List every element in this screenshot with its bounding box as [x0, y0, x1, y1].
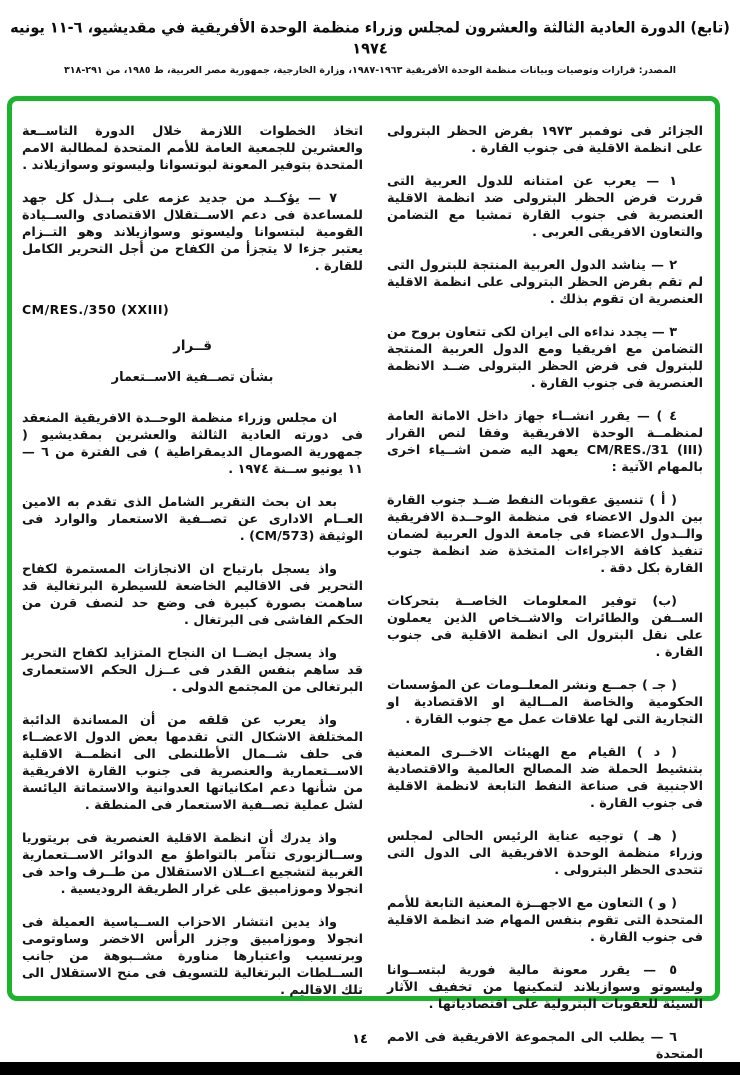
- paragraph-subitem-d: ( د ) القيام مع الهيئات الاخــرى المعنية بتنشيط الحملة ضد المصالح العالمية والاقتصادية الاجنبية فى صناعة النفط التابعة لانظمة الاقلية فى جنوب القارة .: [387, 745, 703, 811]
- paragraph-item-7: ٧ — يؤكــد من جديد عزمه على بــذل كل جهد للمساعدة فى دعم الاســتقلال الاقتصادى والســيادة القومية لبتسوانا وليسوتو وسوازيلاند وهو التــزام يعتبر جزءا لا يتجزأ من الكفاح من أجل التحرير الكامل للقارة .: [22, 191, 363, 274]
- paragraph-item-2: ٢ — يناشد الدول العربية المنتجة للبترول التى لم تقم بفرض الحظر البترولى على انظمة الاقلية العنصرية ان تقوم بذلك .: [387, 258, 703, 307]
- document-header: [0, 20, 740, 76]
- resolution-number: CM/RES./350 (XXIII): [22, 302, 170, 317]
- paragraph-subitem-f: ( و ) التعاون مع الاجهــزة المعنية التابعة للأمم المتحدة التى تقوم بنفس المهام ضد انظمة الاقلية فى جنوب القارة .: [387, 896, 703, 945]
- paragraph-item-1: ١ — يعرب عن امتنانه للدول العربية التى قررت فرض الحظر البترولى ضد انظمة الاقلية العنصرية فى جنوب القارة تمشيا مع التضامن والتعاون الافريقى العربى .: [387, 174, 703, 240]
- paragraph-subitem-e: ( هـ ) توجيه عناية الرئيس الحالى لمجلس وزراء منظمة الوحدة الافريقية الى الدول التى تتحدى الحظر البترولى .: [387, 829, 703, 878]
- paragraph-item-4: ٤ ) — يقرر انشــاء جهاز داخل الامانة العامة لمنظمــة الوحدة الافريقية وفقا لنص القرار CM/RES./31 (III) يعهد اليه ضمن اشــياء اخرى بالمهام الآتية :: [387, 409, 703, 475]
- paragraph-continuation: الجزائر فى نوفمبر ١٩٧٣ بفرض الحظر البترولى على انظمة الاقلية فى جنوب القارة .: [387, 124, 703, 156]
- resolution-clause-condemn: واذ يدين انتشار الاحزاب الســياسية العميلة فى انجولا وموزامبيق وجزر الرأس الاخضر وساوتومى وبرنسيب واعتبارها مناورة مشــبوهة من جانب الســلطات البرتغالية للتسويف فى منح الاستقلال الى تلك الاقاليم .: [22, 915, 363, 998]
- resolution-clause-noting-1: واذ يسجل بارتياح ان الانجازات المستمرة لكفاح التحرير فى الاقاليم الخاضعة للسيطرة البرتغالية قد ساهمت بصورة كبيرة فى وضع حد لنصف قرن من الحكم الفاشى فى البرتغال .: [22, 562, 363, 628]
- paragraph-item-6: ٦ — يطلب الى المجموعة الافريقية فى الامم المتحدة: [387, 1030, 703, 1062]
- source-citation: المصدر: قرارات وتوصيات وبيانات منظمة الوحدة الأفريقية ١٩٦٣-١٩٨٧، وزارة الخارجية، جمهورية مصر العربية، ط ١٩٨٥، من ٢٩١-٣١٨: [63, 65, 677, 77]
- bottom-black-bar: [0, 1062, 740, 1075]
- right-column: [387, 123, 703, 1062]
- resolution-subtitle: بشأن تصــفية الاســتعمار: [111, 370, 274, 385]
- paragraph-subitem-c: ( جـ ) جمــع ونشر المعلــومات عن المؤسسات الحكومية والخاصة المــالية او الاقتصادية او التجارية التى لها علاقات عمل مع جنوب القارة .: [387, 678, 703, 727]
- paragraph-item-5: ٥ — يقرر معونة مالية فورية لبتســوانا وليسوتو وسوازيلاند لتمكينها من تخفيف الآثار السيئة للعقوبات البترولية على اقتصادياتها .: [387, 963, 703, 1012]
- resolution-clause-noting-2: واذ يسجل ايضــا ان النجاح المتزايد لكفاح التحرير قد ساهم بنفس القدر فى عــزل الحكم الاستعمارى البرتغالى من المجتمع الدولى .: [22, 646, 363, 695]
- left-column: [22, 123, 363, 996]
- resolution-clause-aware: واذ يدرك أن انظمة الاقلية العنصرية فى بريتوريا وســالزبورى تتآمر بالتواطؤ مع الدوائر الاســتعمارية الغربية لتشجيع اعــلان الاستقلال من طــرف واحد فى انجولا وموزامبيق على غرار الطريقة الروديسية .: [22, 831, 363, 897]
- paragraph-subitem-a: ( أ ) تنسيق عقوبات النفط ضــد جنوب القارة بين الدول الاعضاء فى منظمة الوحــدة الافريقية والــدول الاعضاء فى جامعة الدول العربية لضمان تنفيذ كافة الاجراءات المتخذة ضد انظمة جنوب القارة بكل دقة .: [387, 493, 703, 576]
- paragraph-subitem-b: (ب) توفير المعلومات الخاصــة بتحركات الســفن والطائرات والاشــخاص الذين يعملون على نقل البترول الى انظمة الاقلية فى جنوب القارة .: [387, 594, 703, 660]
- resolution-title: قــرار: [173, 338, 212, 354]
- paragraph-continuation-2: اتخاذ الخطوات اللازمة خلال الدورة التاســعة والعشرين للجمعية العامة للأمم المتحدة لمطالبة الامم المتحدة بتوفير المعونة لبوتسوانا وليسوتو وسوازيلاند .: [22, 124, 363, 173]
- resolution-clause-concern: واذ يعرب عن قلقه من أن المساندة الدائبة المختلفة الاشكال التى تقدمها بعض الدول الاعضــاء فى حلف شــمال الأطلنطى الى انظمــة الاقلية الاســتعمارية والعنصرية فى جنوب القارة الافريقية من شأنها دعم امكانياتها العدوانية والاستماتة اليائسة لشل عملية تصــفية الاستعمار فى المنطقة .: [22, 713, 363, 813]
- paragraph-item-3: ٣ — يجدد نداءه الى ايران لكى تتعاون بروح من التضامن مع افريقيا ومع الدول العربية المنتجة للبترول فى فرض الحظر البترولى ضــد الانظمة العنصرية فى جنوب القارة .: [387, 325, 703, 391]
- session-title: (تابع) الدورة العادية الثالثة والعشرون لمجلس وزراء منظمة الوحدة الأفريقية في مقديشيو، ٦-١١ يونيه ١٩٧٤: [10, 20, 730, 58]
- page-number: ١٤: [352, 1032, 368, 1047]
- resolution-clause-report: بعد ان بحث التقرير الشامل الذى تقدم به الامين العــام الادارى عن تصــفية الاستعمار والوارد فى الوثيقة (CM/573) .: [22, 495, 363, 544]
- resolution-preamble: ان مجلس وزراء منظمة الوحــدة الافريقية المنعقد فى دورته العادية الثالثة والعشرين بمقديشيو ( جمهورية الصومال الديمقراطية ) فى الفترة من ٦ — ١١ يونيو ســنة ١٩٧٤ .: [22, 411, 363, 477]
